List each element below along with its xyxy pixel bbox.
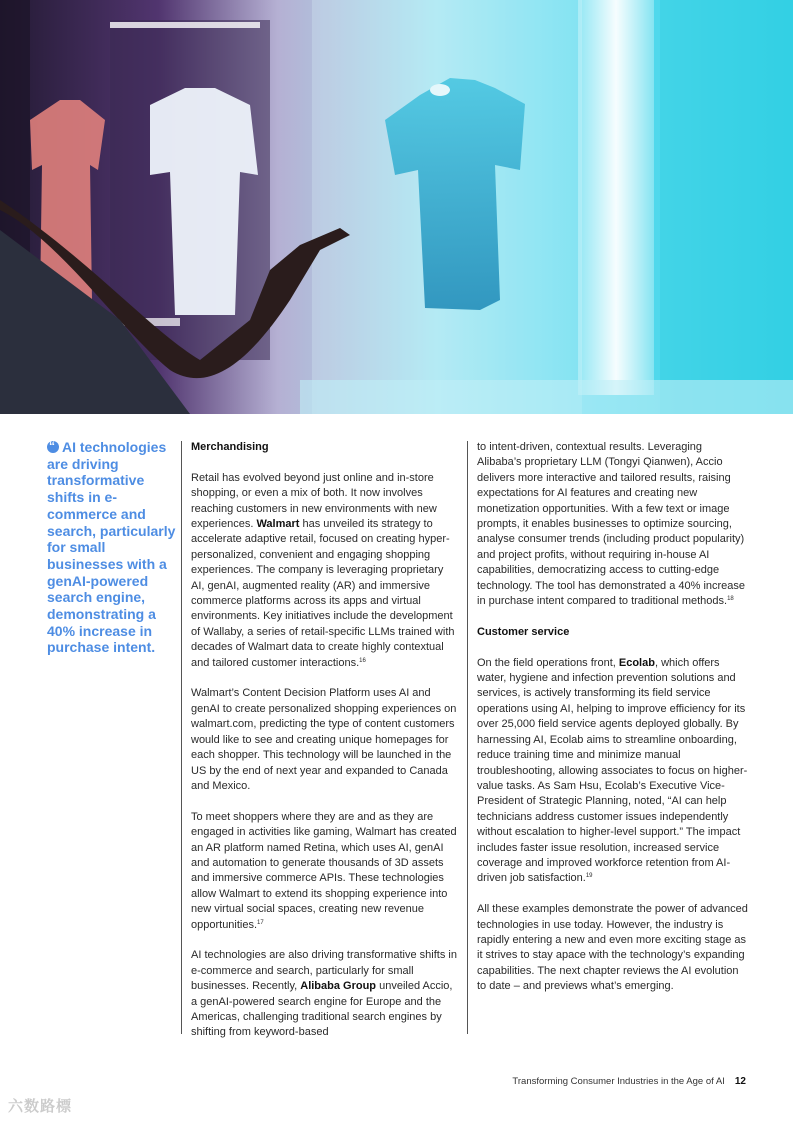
watermark-logo: 六数路標 [8,1098,73,1115]
paragraph: AI technologies are also driving transformative shifts in e-commerce and search, particularly for small businesses. Recently, Alibaba Group unveiled Accio, a genAI-powered search engine for Europe and the Americas, challenging traditional search engines by shifting from keyword-based [191,949,457,1039]
paragraph: Retail has evolved beyond just online and in-store shopping, or even a mix of both. It now involves reaching customers in new environments with new experiences. Walmart has unveiled its strategy to accelerate adaptive retail, focused on creating hyper-personalized, convenient and engaging shopping experiences. The company is leveraging proprietary AI, genAI, augmented reality (AR) and immersive commerce platforms across its apps and virtual environments. Key initiatives include the development of Wallaby, a series of retail-specific LLMs trained with decades of Walmart data to create highly contextual and tailored customer interactions.$^{16}$ [191,471,455,669]
section-heading-merchandising: Merchandising [191,441,269,453]
footnote-ref: 19 [585,873,593,880]
footer-title: Transforming Consumer Industries in the Age of AI [512,1076,725,1087]
pull-quote-text: AI technologies are driving transformative shifts in e-commerce and search, particularly for small businesses with a genAI-powered search engine, demonstrating a 40% increase in purchase intent. [47,439,176,656]
hero-illustration [0,0,793,414]
paragraph: Walmart’s Content Decision Platform uses AI and genAI to create personalized shopping experiences on walmart.com, predicting the type of content customers would like to see and creating unique homepages for each shopper. This technology will be launched in the US by the end of next year and expanded to Canada and Mexico. [191,687,457,792]
footnote-ref: 18 [727,596,734,603]
page-footer [512,1076,746,1087]
footnote-ref: 17 [257,919,264,926]
column-divider-left [181,441,182,1034]
section-heading-customer-service: Customer service [477,625,570,638]
quote-icon [47,441,59,453]
paragraph: On the field operations front, Ecolab, which offers water, hygiene and infection prevention solutions and services, is actively transforming its field service operations using AI, helping to improve efficiency for its over 25,000 field service agents deployed globally. By harnessing AI, Ecolab aims to streamline onboarding, reduce training time and minimize manual troubleshooting, allowing associates to focus on higher-value tasks. As Sam Hsu, Ecolab’s Executive Vice-President of Strategic Planning, noted, “AI can help technicians address customer issues independently without escalation to higher-level support.” The impact includes faster issue resolution, increased service coverage and improved workforce retention from AI-driven job satisfaction.$^{19}$ [477,656,748,885]
company-name: Alibaba Group [300,980,377,993]
column-divider-right [467,441,468,1034]
paragraph: All these examples demonstrate the power of advanced technologies in use today. However, the industry is rapidly entering a new and even more exciting stage as it strives to stay apace with the technology’s expanding capabilities. The next chapter reviews the AI evolution to date – and previews what’s emerging. [477,903,748,993]
company-name: Ecolab [618,656,655,669]
hero-image [0,0,793,414]
text-column-1 [191,440,459,1056]
company-name: Walmart [256,518,300,531]
text-column-2 [477,440,748,1010]
pull-quote [47,439,179,656]
footnote-ref: 16 [359,657,366,664]
paragraph: To meet shoppers where they are and as they are engaged in activities like gaming, Walmart has created an AR platform named Retina, which uses AI, genAI and automation to generate thousands of 3D assets and immersive commerce APIs. These technologies allow Walmart to extend its shopping experience into new virtual social spaces, creating new revenue opportunities.$^{17}$ [191,810,457,931]
paragraph: to intent-driven, contextual results. Leveraging Alibaba’s proprietary LLM (Tongyi Qianwen), Accio delivers more interactive and tailored results, raising expectations for AI features and creating new monetization opportunities. With a few text or image prompts, it enables businesses to optimize sourcing, analyse consumer trends (including product popularity) and project profits, without requiring in-house AI capabilities, democratizing access to cutting-edge technology. The tool has demonstrated a 40% increase in purchase intent compared to traditional methods.$^{18}$ [477,441,746,608]
page-number: 12 [734,1076,746,1087]
